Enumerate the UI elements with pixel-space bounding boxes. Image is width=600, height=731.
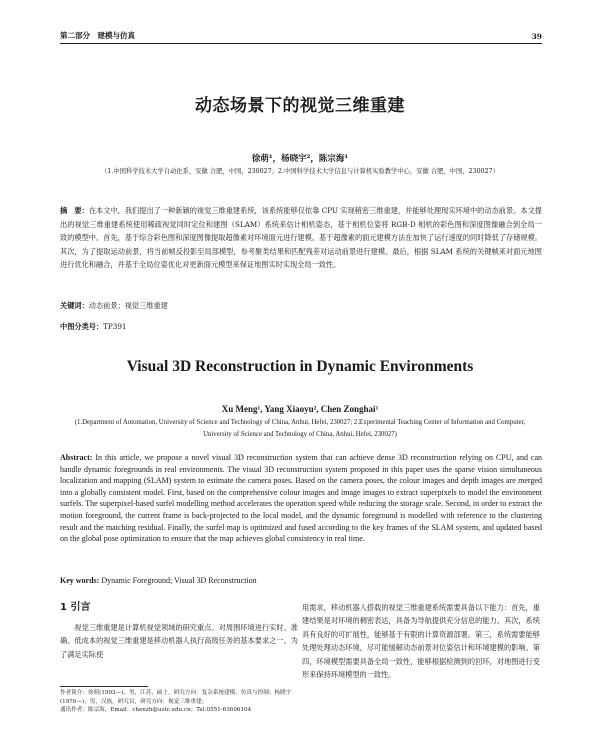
abstract-english-label: Abstract: [60,453,93,462]
running-header [60,29,542,41]
footnotes [60,689,298,715]
left-column [60,601,298,661]
classification-number [60,322,542,332]
abstract-chinese-text: 在本文中，我们提出了一种新颖的视觉三维重建系统，该系统能够仅依靠 CPU 实现稍密三维重建，并能够处理现实环境中的动态前景。本文提出的视觉三维重建系统使用稀疏视觉同时定位和建图（SLAM）系统来估计相机姿态，基于相机位姿将 RGB-D 相机的彩色图和深度图像融合到全局一致的模型中。首先，基于综合彩色图和深度图像提取超像素对环境面元进行建模。基于超像素的面元建模方法在加快了运行速度的同时降低了存储规模。其次，为了提取运动前景，将当前帧反投影至局部模型，参考聚类结果和匹配残差对运动前景进行建模。最后，根据 SLAM 系统的关键帧来对面元地图进行优化和融合，并基于全局位姿优化对更新面元模型来保证地图实时实现全局一致性。 [60,206,542,270]
intro-paragraph-right: 用需求，移动机器人搭载的视觉三维重建系统需要具备以下能力：首先，重建结果是对环境的稠密表达，具备为导航提供充分信息的能力。其次，系统具有良好的可扩展性，能够基于有限的计算资源部署。第三，系统需要能够处理处理动态环境，尽可能缓解动态前景对位姿估计和环境建模的影响。第四，环境模型需要具备全局一致性，能够根据检测到的回环，对地图进行变形来保持环境模型的一致性。 [302,603,540,680]
title-chinese: 动态场景下的视觉三维重建 [195,96,405,116]
keywords-chinese-label: 关键词： [60,301,89,310]
header-rule [60,43,542,44]
footnote-author-bio: 作者简介：徐萌(1993—)，男，江苏，硕士，研究方向：复杂系统建模、仿真与控制；杨晓宇(1976—)，男，汉族，研究员，研究方向：视觉三维重建； [60,690,292,705]
right-column [302,601,540,681]
affiliations-chinese: （1.中国科学技术大学自动化系，安徽 合肥，中国，230027；2.中国科学技术大学信息与计算机实验教学中心，安徽 合肥，中国，230027） [101,168,499,175]
abstract-english [60,452,542,545]
keywords-chinese-text: 动态前景；视觉三维重建 [88,301,168,310]
abstract-english-text: In this article, we propose a novel visual 3D reconstruction system that can achieve dense 3D reconstruction relying on CPU, and can handle dynamic foregrounds in real environments. The visual 3D reconstruction system proposed in this paper uses the sparse vision simultaneous localization and mapping (SLAM) system to estimate the camera poses. Based on the camera poses, the colour images and depth images are merged into a globally consistent model. First, based on the comprehensive colour images and image images to extract superpixels to model the environment surfels. The superpixel-based surfel modelling method accelerates the operation speed while reducing the storage scale. Second, in order to extract the motion foreground, the current frame is back-projected to the local model, and the dynamic foreground is modelled with reference to the clustering result and the matching residual. Finally, the surfel map is optimized and fused according to the key frames of the SLAM system, and updated based on the global pose optimization to ensure that the map achieves global consistency in real time. [60,453,543,544]
section-heading-introduction: 1 引言 [60,602,91,613]
abstract-chinese-label: 摘 要： [60,206,89,215]
keywords-chinese [60,301,542,311]
footnote-corresponding-author: 通讯作者：陈宗海，Email：chenzh@ustc.edu.cn；Tel:0551-63606104 [60,707,252,714]
intro-paragraph-left: 视觉三维重建是计算机视觉领域的研究重点。对周围环境进行实时、准确、低成本的视觉三维重建是移动机器人执行高级任务的基本要求之一。为了满足实际使 [60,623,298,659]
classification-value: TP391 [103,322,127,331]
keywords-english-label: Key words: [60,576,100,585]
affiliations-english: (1.Department of Automation, University of Science and Technology of China, Anhui, Hefei, 230027; 2.Experimental Teaching Center of Information and Computer, University of Science and Technology of China, Anhui, Hefei, 230027) [74,419,526,438]
page-number: 39 [531,32,542,41]
title-english: Visual 3D Reconstruction in Dynamic Environments [126,358,474,375]
abstract-chinese [60,204,542,272]
keywords-english-text: Dynamic Foreground; Visual 3D Reconstruction [101,576,257,585]
running-header-section: 第二部分 建模与仿真 [60,31,135,40]
authors-english: Xu Meng¹, Yang Xiaoyu², Chen Zonghai¹ [221,404,379,414]
classification-label: 中图分类号： [60,322,104,331]
authors-chinese: 徐萌¹，杨晓宇²，陈宗海¹ [251,154,349,164]
keywords-english [60,576,542,585]
footnote-rule [60,686,148,687]
